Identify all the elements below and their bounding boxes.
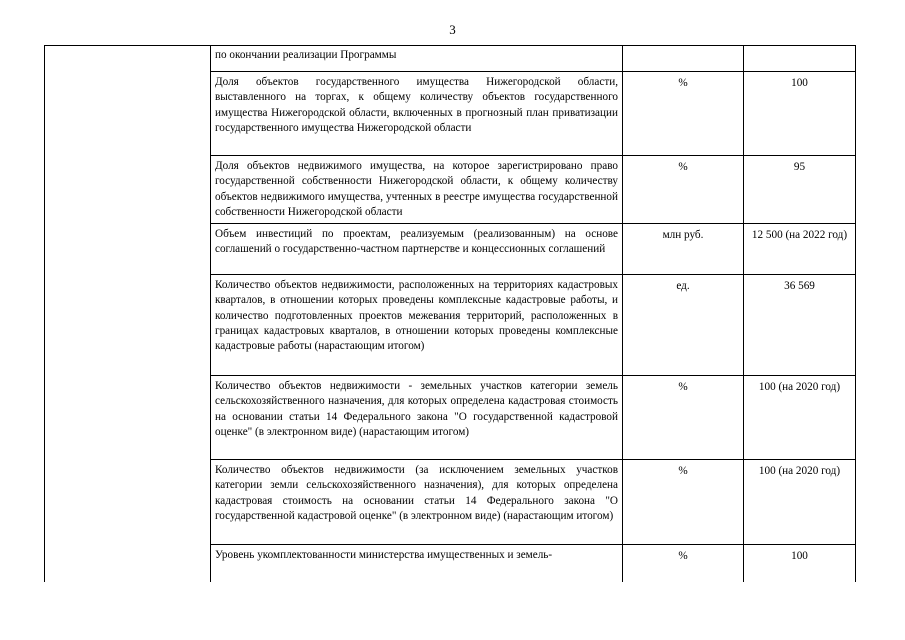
indicator-description: Количество объектов недвижимости - земельных участков категории земель сельскохозяйственного назначения, для которых определена кадастровая стоимость на основании статьи 14 Федерального закона "О государственной кадастровой оценке" (в электронном виде) (нарастающим итогом): [210, 376, 623, 460]
indicator-unit: [623, 45, 744, 72]
indicator-description: Доля объектов недвижимого имущества, на которое зарегистрировано право государственной собственности Нижегородской области, к общему количеству объектов недвижимого имущества, учтенных в реестре имущества государственной собственности Нижегородской области: [210, 156, 623, 224]
indicator-unit: %: [623, 156, 744, 224]
indicator-description: Количество объектов недвижимости, расположенных на территориях кадастровых кварталов, в отношении которых проведены комплексные кадастровые работы, и количество подготовленных проектов межевания территорий, расположенных в границах кадастровых кварталов, в отношении которых проведены комплексные кадастровые работы (нарастающим итогом): [210, 275, 623, 376]
indicator-value: [744, 45, 856, 72]
indicator-unit: %: [623, 545, 744, 582]
indicator-value: 36 569: [744, 275, 856, 376]
page-number: 3: [449, 22, 456, 37]
indicator-unit: %: [623, 72, 744, 156]
indicators-grid: [210, 45, 856, 582]
indicator-unit: млн руб.: [623, 224, 744, 275]
indicator-value: 100 (на 2020 год): [744, 376, 856, 460]
indicator-value: 100: [744, 72, 856, 156]
indicator-value: 100: [744, 545, 856, 582]
indicator-value: 12 500 (на 2022 год): [744, 224, 856, 275]
indicator-unit: %: [623, 376, 744, 460]
indicator-description: Уровень укомплектованности министерства имущественных и земель-: [210, 545, 623, 582]
indicator-unit: %: [623, 460, 744, 545]
table-left-border: [44, 45, 45, 582]
indicator-value: 100 (на 2020 год): [744, 460, 856, 545]
indicator-description: по окончании реализации Программы: [210, 45, 623, 72]
indicators-table: [44, 45, 856, 625]
indicator-description: Объем инвестиций по проектам, реализуемым (реализованным) на основе соглашений о государственно-частном партнерстве и концессионных соглашений: [210, 224, 623, 275]
indicator-unit: ед.: [623, 275, 744, 376]
indicator-description: Доля объектов государственного имущества Нижегородской области, выставленного на торгах, к общему количеству объектов государственного имущества Нижегородской области, включенных в прогнозный план приватизации государственного имущества Нижегородской области: [210, 72, 623, 156]
indicator-description: Количество объектов недвижимости (за исключением земельных участков категории земли сельскохозяйственного назначения), для которых определена кадастровая стоимость на основании статьи 14 Федерального закона "О государственной кадастровой оценке" (в электронном виде) (нарастающим итогом): [210, 460, 623, 545]
indicator-value: 95: [744, 156, 856, 224]
